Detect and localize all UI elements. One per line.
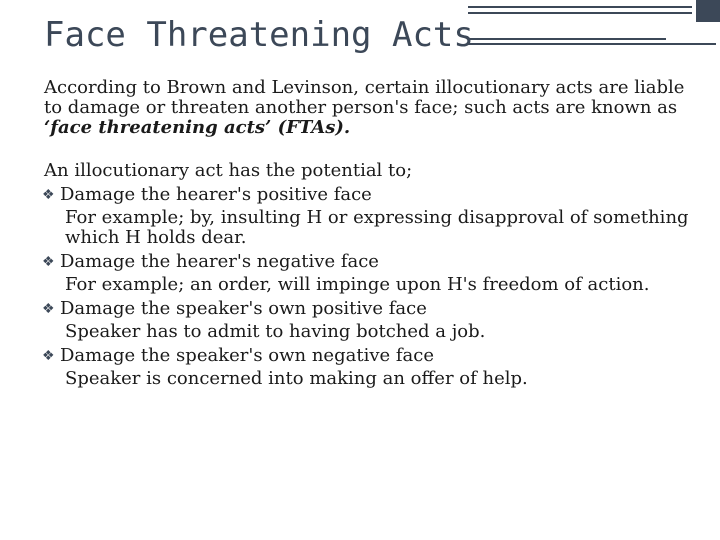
intro-text: According to Brown and Levinson, certain illocutionary acts are liable to damage or threaten another person's face; such acts are known as bbox=[44, 77, 685, 118]
diamond-bullet-icon: ❖ bbox=[42, 254, 55, 270]
bullet-detail: For example; by, insulting H or expressing disapproval of something which H holds dear. bbox=[65, 207, 689, 248]
intro-emphasis: ‘face threatening acts’ (FTAs). bbox=[44, 117, 351, 138]
decorative-line bbox=[468, 38, 666, 40]
decorative-line bbox=[468, 43, 716, 45]
bullet-label: Damage the speaker's own positive face bbox=[60, 298, 427, 319]
bullet-item bbox=[44, 299, 694, 342]
slide-title: Face Threatening Acts bbox=[44, 15, 474, 55]
diamond-bullet-icon: ❖ bbox=[42, 187, 55, 203]
bullet-detail: For example; an order, will impinge upon H's freedom of action. bbox=[65, 274, 650, 295]
lead-sentence: An illocutionary act has the potential to; bbox=[44, 160, 413, 181]
bullet-label: Damage the speaker's own negative face bbox=[60, 345, 434, 366]
bullet-label: Damage the hearer's negative face bbox=[60, 251, 379, 272]
decorative-line bbox=[468, 12, 692, 14]
bullet-item bbox=[44, 252, 694, 295]
intro-paragraph bbox=[44, 78, 694, 138]
diamond-bullet-icon: ❖ bbox=[42, 301, 55, 317]
decorative-corner-bar bbox=[696, 0, 720, 22]
slide-body bbox=[44, 78, 694, 389]
decorative-line bbox=[468, 6, 692, 8]
bullet-detail: Speaker has to admit to having botched a job. bbox=[65, 321, 486, 342]
bullet-item bbox=[44, 346, 694, 389]
bullet-item bbox=[44, 185, 694, 248]
bullet-detail: Speaker is concerned into making an offer of help. bbox=[65, 368, 528, 389]
bullet-label: Damage the hearer's positive face bbox=[60, 184, 372, 205]
diamond-bullet-icon: ❖ bbox=[42, 348, 55, 364]
spacer bbox=[44, 138, 694, 161]
